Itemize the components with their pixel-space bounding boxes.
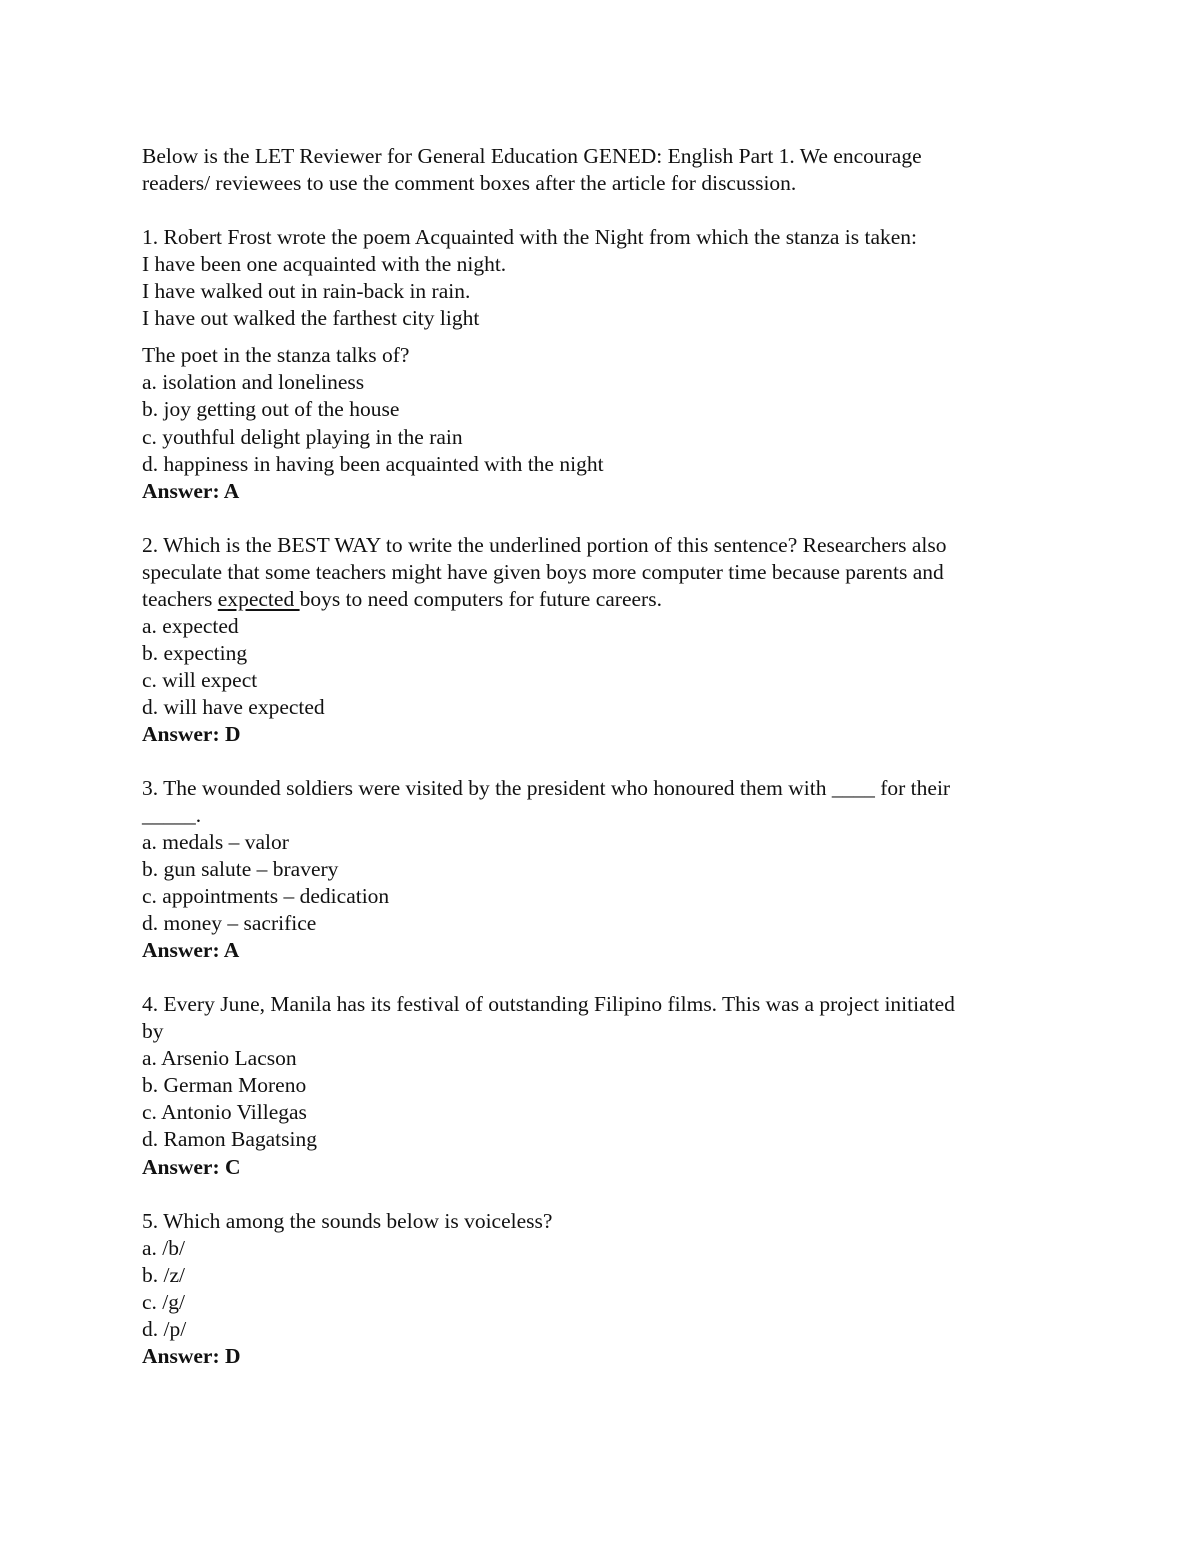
question-1-prompt: The poet in the stanza talks of?: [142, 343, 410, 367]
option: b. /z/: [142, 1263, 185, 1287]
option: d. /p/: [142, 1317, 187, 1341]
question-3-stem: _____.: [142, 803, 202, 827]
option: c. /g/: [142, 1290, 185, 1314]
answer-label: Answer: A: [142, 479, 240, 503]
option: d. money – sacrifice: [142, 911, 317, 935]
option: c. appointments – dedication: [142, 884, 390, 908]
answer-label: Answer: D: [142, 722, 241, 746]
option: d. will have expected: [142, 695, 325, 719]
option: a. Arsenio Lacson: [142, 1046, 297, 1070]
intro-line: readers/ reviewees to use the comment boxes after the article for discussion.: [142, 171, 797, 195]
intro-line: Below is the LET Reviewer for General Education GENED: English Part 1. We encourage: [142, 144, 922, 168]
option: a. expected: [142, 614, 239, 638]
option: b. gun salute – bravery: [142, 857, 339, 881]
question-2-stem: 2. Which is the BEST WAY to write the underlined portion of this sentence? Researchers also: [142, 533, 947, 557]
question-2-stem: [142, 586, 662, 613]
option: a. isolation and loneliness: [142, 370, 365, 394]
option: d. happiness in having been acquainted with the night: [142, 452, 604, 476]
option: b. German Moreno: [142, 1073, 307, 1097]
answer-label: Answer: A: [142, 938, 240, 962]
option: b. expecting: [142, 641, 248, 665]
question-5-stem: 5. Which among the sounds below is voiceless?: [142, 1209, 553, 1233]
option: a. medals – valor: [142, 830, 289, 854]
question-2-stem: speculate that some teachers might have given boys more computer time because parents and: [142, 560, 944, 584]
question-4-stem: 4. Every June, Manila has its festival of outstanding Filipino films. This was a project initiated: [142, 992, 955, 1016]
question-1-stem: 1. Robert Frost wrote the poem Acquainted with the Night from which the stanza is taken:: [142, 225, 918, 249]
poem-line: I have walked out in rain-back in rain.: [142, 279, 471, 303]
option: c. youthful delight playing in the rain: [142, 425, 463, 449]
question-4-stem: by: [142, 1019, 164, 1043]
option: b. joy getting out of the house: [142, 397, 400, 421]
answer-label: Answer: C: [142, 1155, 241, 1179]
sentence-text: teachers: [142, 587, 218, 611]
option: c. Antonio Villegas: [142, 1100, 307, 1124]
question-3-stem: 3. The wounded soldiers were visited by the president who honoured them with ____ for their: [142, 776, 951, 800]
answer-label: Answer: D: [142, 1344, 241, 1368]
option: a. /b/: [142, 1236, 185, 1260]
poem-line: I have been one acquainted with the night.: [142, 252, 507, 276]
sentence-text: boys to need computers for future careers.: [299, 587, 662, 611]
option: d. Ramon Bagatsing: [142, 1127, 317, 1151]
underlined-word: expected: [217, 587, 300, 611]
option: c. will expect: [142, 668, 258, 692]
poem-line: I have out walked the farthest city light: [142, 306, 480, 330]
